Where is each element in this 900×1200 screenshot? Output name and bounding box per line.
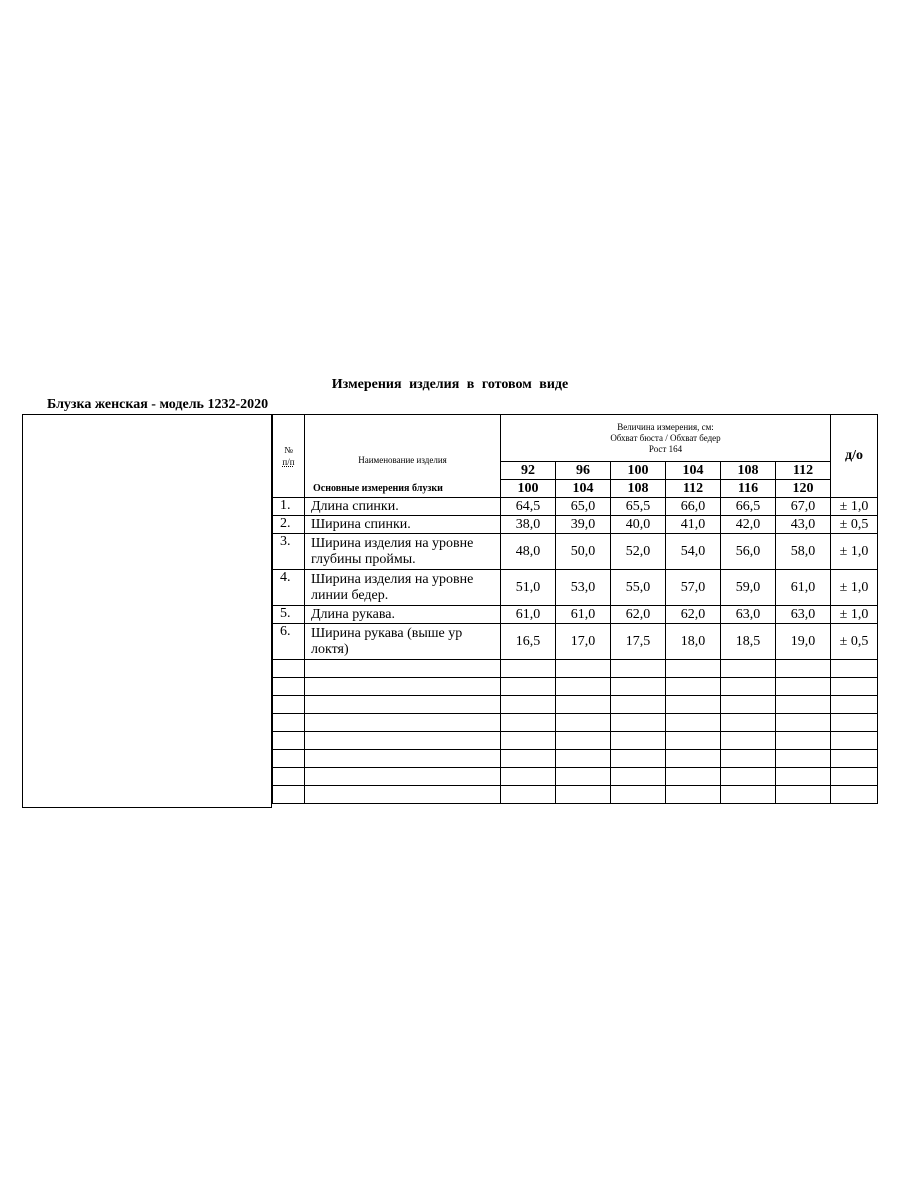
- value-cell: 41,0: [666, 516, 721, 534]
- measure-line-3: Рост 164: [648, 443, 683, 454]
- table-row: [273, 624, 878, 660]
- value-cell: 51,0: [501, 570, 556, 606]
- value-cell: 18,5: [721, 624, 776, 660]
- header-number-cell: [273, 415, 305, 498]
- empty-row: [273, 750, 878, 768]
- value-cell: 17,0: [556, 624, 611, 660]
- row-number: 4.: [273, 570, 305, 606]
- value-cell: 48,0: [501, 534, 556, 570]
- param-line: Ширина изделия на уровне: [311, 571, 474, 587]
- row-number: 6.: [273, 624, 305, 660]
- value-cell: 61,0: [501, 606, 556, 624]
- section-label: Основные измерения блузки: [313, 483, 443, 494]
- model-subtitle: Блузка женская - модель 1232-2020: [47, 397, 269, 412]
- row-number: 3.: [273, 534, 305, 570]
- header-name-label: Наименование изделия: [358, 455, 447, 465]
- size-bust-cell: 96: [556, 462, 611, 480]
- param-line: Длина спинки.: [311, 498, 399, 514]
- empty-row: [273, 678, 878, 696]
- tolerance-cell: ± 0,5: [831, 624, 878, 660]
- empty-row: [273, 768, 878, 786]
- value-cell: 64,5: [501, 498, 556, 516]
- param-line: Ширина изделия на уровне: [311, 535, 474, 551]
- tolerance-header: д/о: [831, 415, 878, 498]
- header-number-sub: п/п: [282, 457, 295, 467]
- measure-line-1: Величина измерения, см:: [617, 421, 714, 432]
- value-cell: 67,0: [776, 498, 831, 516]
- tolerance-cell: ± 0,5: [831, 516, 878, 534]
- header-number-label: №: [284, 445, 293, 455]
- table-row: [273, 498, 878, 516]
- value-cell: 40,0: [611, 516, 666, 534]
- size-hips-cell: 100: [501, 480, 556, 498]
- table-row: [273, 534, 878, 570]
- value-cell: 39,0: [556, 516, 611, 534]
- row-number: 2.: [273, 516, 305, 534]
- tolerance-cell: ± 1,0: [831, 498, 878, 516]
- empty-row: [273, 786, 878, 804]
- size-bust-cell: 104: [666, 462, 721, 480]
- value-cell: 18,0: [666, 624, 721, 660]
- value-cell: 61,0: [776, 570, 831, 606]
- size-bust-cell: 108: [721, 462, 776, 480]
- value-cell: 66,5: [721, 498, 776, 516]
- value-cell: 56,0: [721, 534, 776, 570]
- value-cell: 63,0: [721, 606, 776, 624]
- tolerance-cell: ± 1,0: [831, 570, 878, 606]
- size-hips-cell: 104: [556, 480, 611, 498]
- size-bust-cell: 112: [776, 462, 831, 480]
- empty-row: [273, 732, 878, 750]
- header-measure-cell: [501, 415, 831, 462]
- value-cell: 66,0: [666, 498, 721, 516]
- table-row: [273, 606, 878, 624]
- empty-row: [273, 660, 878, 678]
- page-title: Измерения изделия в готовом виде: [331, 377, 569, 392]
- value-cell: 50,0: [556, 534, 611, 570]
- header-name-cell: [305, 415, 501, 498]
- param-line: локтя): [311, 641, 349, 657]
- tolerance-cell: ± 1,0: [831, 606, 878, 624]
- table-row: [273, 570, 878, 606]
- value-cell: 53,0: [556, 570, 611, 606]
- row-number: 1.: [273, 498, 305, 516]
- value-cell: 65,0: [556, 498, 611, 516]
- value-cell: 58,0: [776, 534, 831, 570]
- size-hips-cell: 108: [611, 480, 666, 498]
- param-name: [305, 570, 501, 606]
- image-placeholder-box: [22, 414, 272, 808]
- size-hips-cell: 120: [776, 480, 831, 498]
- value-cell: 62,0: [611, 606, 666, 624]
- value-cell: 55,0: [611, 570, 666, 606]
- value-cell: 17,5: [611, 624, 666, 660]
- table-row: [273, 516, 878, 534]
- param-name: [305, 516, 501, 534]
- value-cell: 52,0: [611, 534, 666, 570]
- value-cell: 19,0: [776, 624, 831, 660]
- param-name: [305, 606, 501, 624]
- param-line: Длина рукава.: [311, 606, 395, 622]
- param-name: [305, 498, 501, 516]
- param-line: Ширина рукава (выше ур: [311, 625, 463, 641]
- measure-line-2: Обхват бюста / Обхват бедер: [610, 432, 721, 443]
- param-line: Ширина спинки.: [311, 516, 411, 532]
- value-cell: 54,0: [666, 534, 721, 570]
- param-name: [305, 624, 501, 660]
- empty-row: [273, 714, 878, 732]
- value-cell: 62,0: [666, 606, 721, 624]
- value-cell: 65,5: [611, 498, 666, 516]
- param-line: глубины проймы.: [311, 551, 416, 567]
- size-hips-cell: 116: [721, 480, 776, 498]
- empty-row: [273, 696, 878, 714]
- param-line: линии бедер.: [311, 587, 389, 603]
- row-number: 5.: [273, 606, 305, 624]
- value-cell: 57,0: [666, 570, 721, 606]
- param-name: [305, 534, 501, 570]
- value-cell: 42,0: [721, 516, 776, 534]
- value-cell: 59,0: [721, 570, 776, 606]
- size-bust-cell: 92: [501, 462, 556, 480]
- measurements-table: [272, 414, 878, 804]
- tolerance-cell: ± 1,0: [831, 534, 878, 570]
- size-hips-cell: 112: [666, 480, 721, 498]
- value-cell: 61,0: [556, 606, 611, 624]
- value-cell: 16,5: [501, 624, 556, 660]
- value-cell: 38,0: [501, 516, 556, 534]
- value-cell: 63,0: [776, 606, 831, 624]
- value-cell: 43,0: [776, 516, 831, 534]
- size-bust-cell: 100: [611, 462, 666, 480]
